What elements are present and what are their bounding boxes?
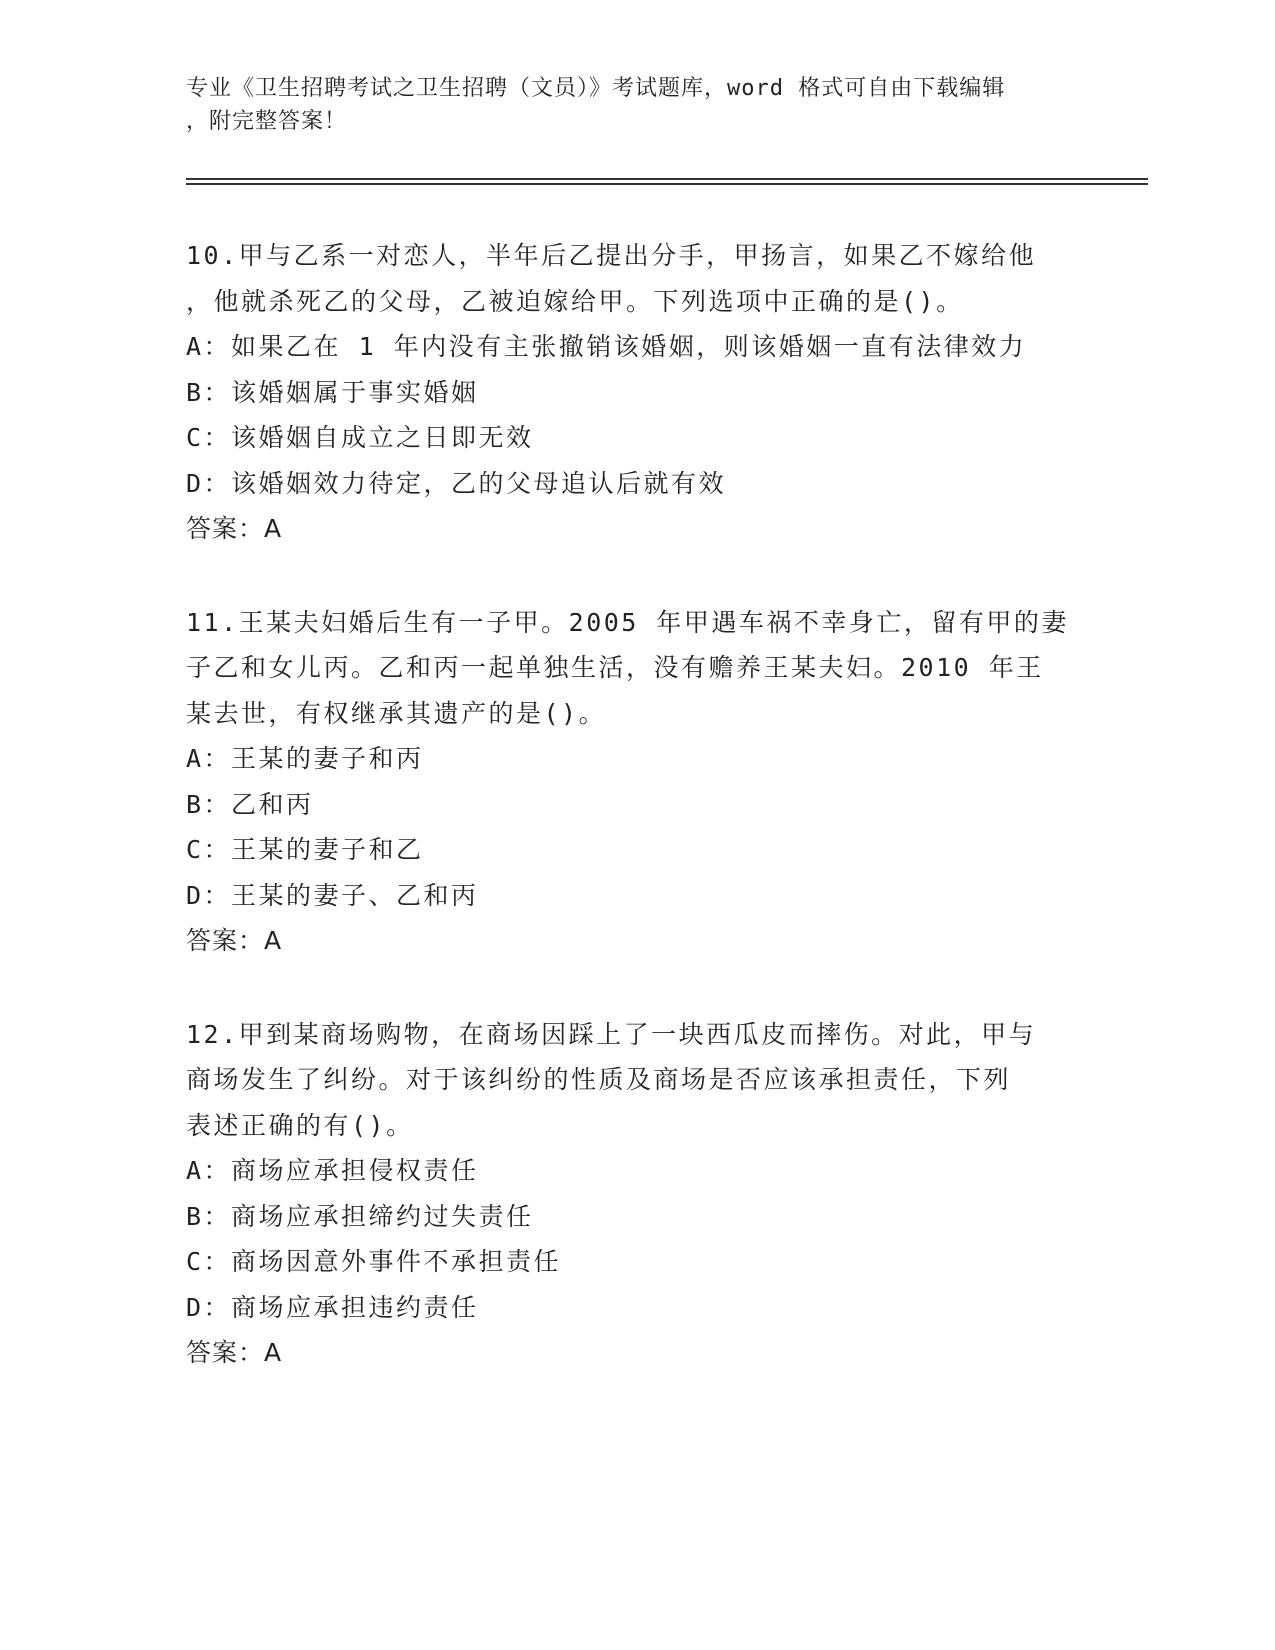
question-stem-line: 11.王某夫妇婚后生有一子甲。2005 年甲遇车祸不幸身亡，留有甲的妻: [186, 607, 1069, 637]
question-10: [186, 233, 1086, 552]
option-c: C：该婚姻自成立之日即无效: [186, 423, 534, 452]
question-stem-line: 10.甲与乙系一对恋人，半年后乙提出分手，甲扬言，如果乙不嫁给他: [186, 241, 1037, 270]
option-d: D：该婚姻效力待定，乙的父母追认后就有效: [186, 468, 727, 498]
option-d: D：王某的妻子、乙和丙: [186, 880, 479, 910]
option-d: D：商场应承担违约责任: [186, 1292, 479, 1322]
header-divider-bottom: [186, 183, 1148, 185]
document-header: [186, 72, 1086, 138]
answer-label: 答案：A: [186, 926, 283, 955]
option-c: C：王某的妻子和乙: [186, 835, 424, 864]
answer-label: 答案：A: [186, 514, 283, 543]
option-a: A：如果乙在 1 年内没有主张撤销该婚姻，则该婚姻一直有法律效力: [186, 332, 1027, 361]
question-11: [186, 600, 1086, 964]
header-line-1: 专业《卫生招聘考试之卫生招聘（文员）》考试题库，word 格式可自由下载编辑: [186, 76, 1006, 101]
option-a: A：商场应承担侵权责任: [186, 1156, 479, 1185]
question-12: [186, 1012, 1086, 1376]
question-stem-line: 某去世，有权继承其遗产的是()。: [186, 698, 607, 728]
header-line-2: ，附完整答案！: [186, 109, 348, 134]
question-stem-line: 12.甲到某商场购物，在商场因踩上了一块西瓜皮而摔伤。对此，甲与: [186, 1019, 1037, 1049]
option-b: B：商场应承担缔约过失责任: [186, 1201, 534, 1231]
option-b: B：乙和丙: [186, 789, 314, 819]
question-stem-line: 商场发生了纠纷。对于该纠纷的性质及商场是否应该承担责任，下列: [186, 1065, 1012, 1094]
question-stem-line: ，他就杀死乙的父母，乙被迫嫁给甲。下列选项中正确的是()。: [186, 286, 964, 316]
option-b: B：该婚姻属于事实婚姻: [186, 377, 479, 407]
question-stem-line: 表述正确的有()。: [186, 1110, 414, 1140]
question-list: [186, 233, 1086, 1424]
question-stem-line: 子乙和女儿丙。乙和丙一起单独生活，没有赡养王某夫妇。2010 年王: [186, 653, 1044, 682]
option-c: C：商场因意外事件不承担责任: [186, 1247, 562, 1276]
answer-label: 答案：A: [186, 1338, 283, 1367]
option-a: A：王某的妻子和丙: [186, 744, 424, 773]
header-divider-top: [186, 178, 1148, 180]
